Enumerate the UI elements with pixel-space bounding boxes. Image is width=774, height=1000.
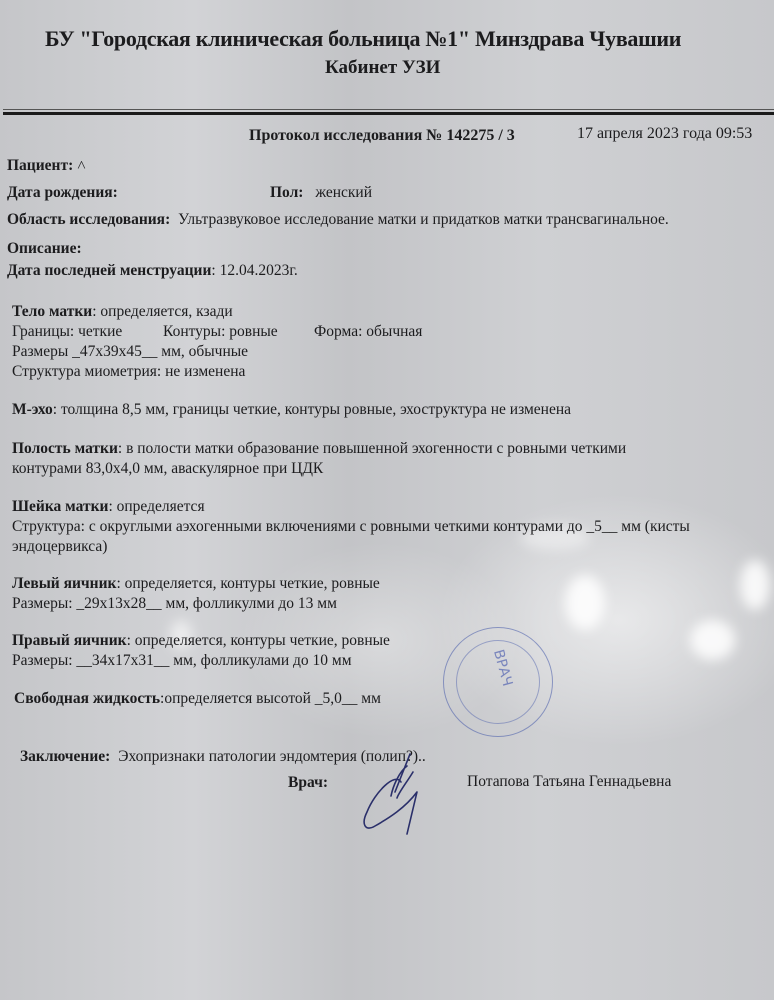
sex-row bbox=[270, 184, 372, 202]
right-ovary-label: Правый яичник bbox=[12, 632, 127, 649]
lmp-value: : 12.04.2023г. bbox=[211, 262, 298, 279]
uterine-cavity-line1: : в полости матки образование повышенной эхогенности с ровными четкими bbox=[117, 440, 627, 457]
institution-title: БУ "Городская клиническая больница №1" Минздрава Чувашии bbox=[45, 26, 682, 51]
conclusion-label: Заключение: bbox=[20, 748, 111, 765]
uterus-contours: Контуры: ровные bbox=[163, 323, 278, 340]
right-ovary-row bbox=[12, 632, 390, 650]
uterus-borders: Границы: четкие bbox=[12, 323, 123, 340]
department-title: Кабинет УЗИ bbox=[325, 57, 441, 78]
glare-spot bbox=[690, 620, 735, 660]
cervix-structure-line2: эндоцервикса) bbox=[12, 538, 108, 555]
exam-area-value: Ультразвуковое исследование матки и придатков матки трансвагинальное. bbox=[178, 211, 669, 228]
uterine-cavity-label: Полость матки bbox=[12, 440, 118, 457]
lmp-row bbox=[7, 262, 298, 280]
m-echo-label: М-эхо bbox=[12, 401, 53, 418]
sex-label: Пол: bbox=[270, 184, 304, 201]
uterine-cavity-row bbox=[12, 440, 626, 458]
stamp-text: ВРАЧ bbox=[490, 647, 516, 689]
exam-area-row bbox=[7, 211, 669, 229]
glare-spot bbox=[565, 575, 605, 630]
sex-value: женский bbox=[315, 184, 373, 201]
free-fluid-row bbox=[14, 690, 381, 708]
right-ovary-size: Размеры: __34x17x31__ мм, фолликулами до 10 мм bbox=[12, 652, 352, 669]
round-stamp bbox=[443, 627, 553, 737]
m-echo-value: : толщина 8,5 мм, границы четкие, контуры ровные, эхоструктура не изменена bbox=[52, 401, 572, 418]
description-label: Описание: bbox=[7, 240, 82, 257]
right-ovary-value: : определяется, контуры четкие, ровные bbox=[126, 632, 390, 649]
free-fluid-label: Свободная жидкость bbox=[14, 690, 161, 707]
header-rule bbox=[3, 112, 774, 115]
left-ovary-value: : определяется, контуры четкие, ровные bbox=[116, 575, 380, 592]
patient-value: ˄ bbox=[77, 157, 86, 174]
cervix-row bbox=[12, 498, 205, 516]
signature-icon bbox=[355, 752, 435, 842]
cervix-label: Шейка матки bbox=[12, 498, 109, 515]
cervix-value: : определяется bbox=[108, 498, 205, 515]
patient-row bbox=[7, 157, 86, 175]
patient-label: Пациент: bbox=[7, 157, 74, 174]
header-rule-thin bbox=[3, 109, 774, 110]
doctor-label: Врач: bbox=[288, 774, 328, 791]
protocol-title: Протокол исследования № 142275 / 3 bbox=[249, 127, 515, 144]
exam-area-label: Область исследования: bbox=[7, 211, 171, 228]
free-fluid-value: :определяется высотой _5,0__ мм bbox=[160, 690, 381, 707]
left-ovary-label: Левый яичник bbox=[12, 575, 117, 592]
myometrium-structure: Структура миометрия: не изменена bbox=[12, 363, 246, 380]
uterus-body-value: : определяется, кзади bbox=[92, 303, 233, 320]
doctor-name: Потапова Татьяна Геннадьевна bbox=[467, 773, 672, 790]
uterine-cavity-line2: контурами 83,0x4,0 мм, аваскулярное при ЦДК bbox=[12, 460, 324, 477]
left-ovary-size: Размеры: _29x13x28__ мм, фолликулми до 13 мм bbox=[12, 595, 337, 612]
cervix-structure-line1: Структура: с округлыми аэхогенными включениями с ровными четкими контурами до _5__ мм (кисты bbox=[12, 518, 690, 535]
uterus-size: Размеры _47x39x45__ мм, обычные bbox=[12, 343, 249, 360]
lmp-label: Дата последней менструации bbox=[7, 262, 212, 279]
m-echo-row bbox=[12, 401, 571, 419]
uterus-shape: Форма: обычная bbox=[314, 323, 423, 340]
uterus-body-row bbox=[12, 303, 233, 321]
left-ovary-row bbox=[12, 575, 380, 593]
dob-label: Дата рождения: bbox=[7, 184, 118, 201]
protocol-datetime: 17 апреля 2023 года 09:53 bbox=[577, 125, 753, 142]
glare-spot bbox=[740, 560, 770, 610]
uterus-body-label: Тело матки bbox=[12, 303, 93, 320]
conclusion-value: Эхопризнаки патологии эндомтерия (полип?).. bbox=[118, 748, 426, 765]
